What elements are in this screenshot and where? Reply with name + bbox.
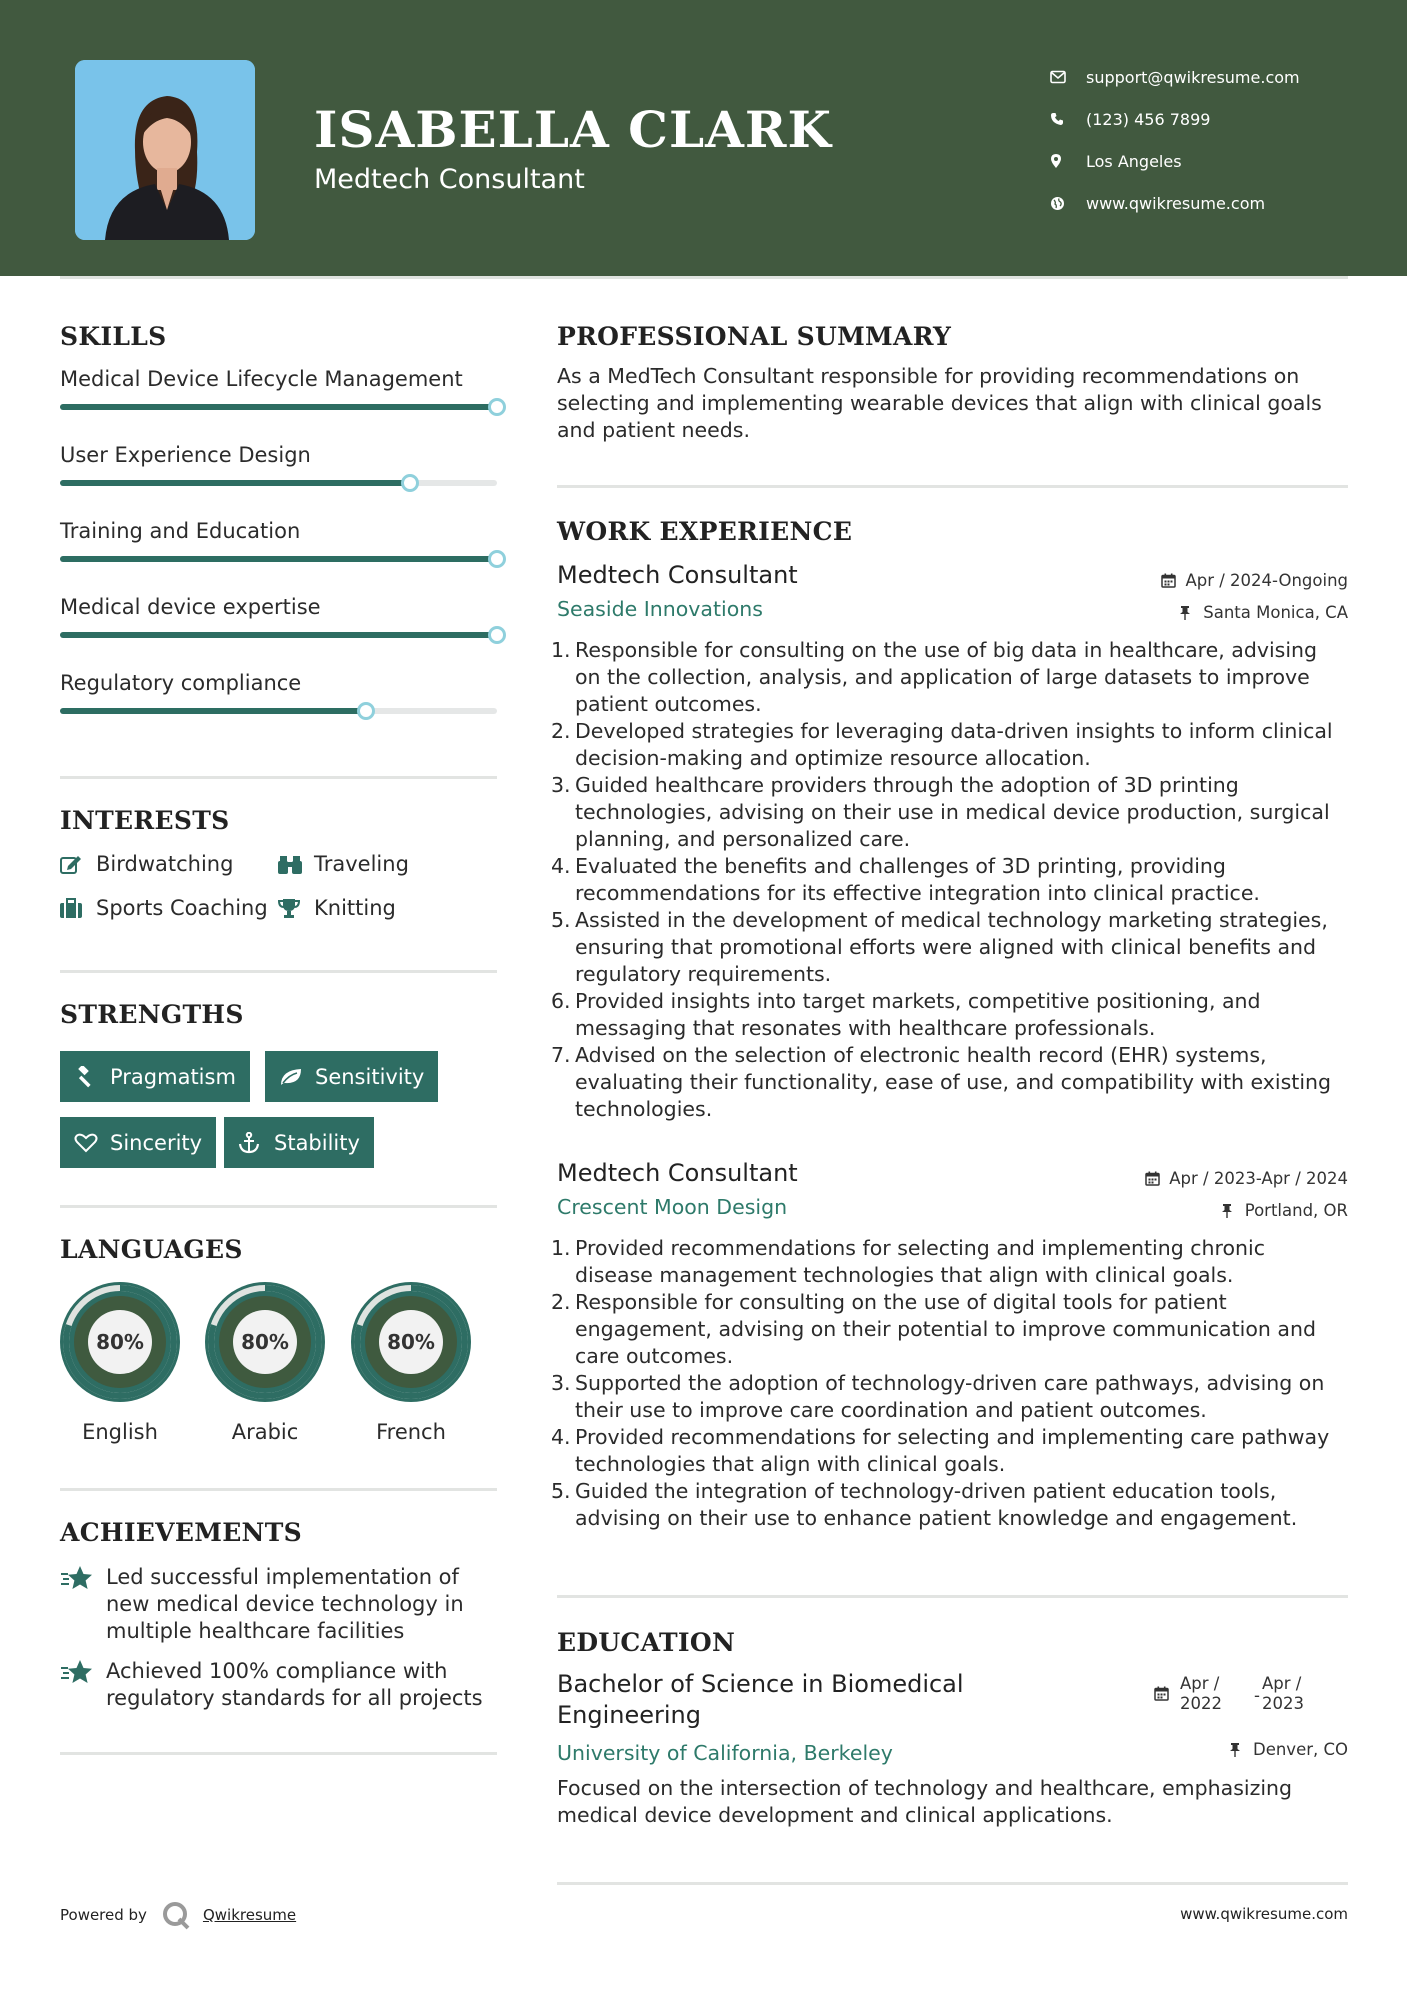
language-label: Arabic [231,1420,299,1444]
skill-label: Medical Device Lifecycle Management [60,367,463,391]
strength-chip: Pragmatism [60,1051,250,1102]
contact-phone[interactable]: (123) 456 7899 [1050,98,1300,140]
job-entry [551,1159,1348,1559]
skill-item [60,519,497,543]
language-percent: 80% [96,1330,144,1354]
calendar-icon [1161,573,1177,589]
section-divider [60,1752,497,1755]
degree-title: Bachelor of Science in Biomedical Engineering [557,1670,964,1729]
job-title: Medtech Consultant [557,1159,798,1187]
education-heading: EDUCATION [557,1628,736,1657]
section-divider [60,1488,497,1491]
achievements-heading: ACHIEVEMENTS [60,1518,302,1547]
language-gauge [351,1282,471,1402]
skill-bar [60,708,497,714]
language-item [60,1282,180,1444]
interest-item: Sports Coaching [60,896,268,920]
language-percent: 80% [387,1330,435,1354]
languages-heading: LANGUAGES [60,1235,243,1264]
section-divider [557,1595,1348,1598]
language-label: English [82,1420,158,1444]
job-dates: Apr / 2023-Apr / 2024 [1145,1169,1348,1188]
binoculars-icon [278,853,304,875]
pushpin-icon [1179,605,1195,621]
candidate-title: Medtech Consultant [314,164,585,195]
duty-item: 4. Evaluated the benefits and challenges of 3D printing, providing recommendations for its effective integration into clinical practice. [551,854,1260,905]
candidate-name: ISABELLA CLARK [314,100,832,159]
achievement-item: Achieved 100% compliance with regulatory standards for all projects [60,1658,486,1712]
gavel-icon [74,1065,100,1089]
education-dates: Apr / 2022 - Apr / 2023 [1154,1674,1316,1714]
resume-header [0,0,1407,276]
language-percent: 80% [241,1330,289,1354]
strength-chip: Stability [224,1117,374,1168]
skill-label: Medical device expertise [60,595,321,619]
profile-photo [75,60,255,240]
phone-icon [1050,109,1080,129]
interest-item: Birdwatching [60,852,233,876]
skill-item [60,443,497,467]
skills-section [60,322,497,351]
education-section [557,1628,1348,1828]
skill-bar [60,556,497,562]
interests-section [60,806,497,946]
calendar-icon [1154,1686,1170,1702]
summary-section [557,322,1348,444]
school-name: University of California, Berkeley [557,1741,893,1765]
company-name: Crescent Moon Design [557,1195,788,1219]
trophy-icon [278,897,304,919]
envelope-icon [1050,67,1080,87]
job-entry [551,561,1348,1131]
skills-heading: SKILLS [60,322,167,351]
skill-label: User Experience Design [60,443,311,467]
summary-text: As a MedTech Consultant responsible for providing recommendations on selecting and implementing wearable devices that align with clinical goals and patient needs. [557,364,1322,442]
job-dates: Apr / 2024-Ongoing [1161,571,1348,590]
strength-chip: Sensitivity [265,1051,438,1102]
experience-heading: WORK EXPERIENCE [557,517,853,546]
footer-url[interactable]: www.qwikresume.com [1180,1905,1348,1923]
anchor-icon [238,1131,264,1155]
contact-email[interactable]: support@qwikresume.com [1050,56,1300,98]
language-gauge [205,1282,325,1402]
contact-location: Los Angeles [1050,140,1300,182]
duty-item: 2. Developed strategies for leveraging data-driven insights to inform clinical decision-making and optimize resource allocation. [551,719,1333,770]
section-divider [60,1205,497,1208]
company-name: Seaside Innovations [557,597,763,621]
header-divider [60,276,1348,279]
heart-icon [74,1131,100,1155]
job-location: Santa Monica, CA [1179,603,1348,622]
star-icon [60,1564,96,1594]
duty-list [551,637,1348,1123]
duty-item: 2. Responsible for consulting on the use of digital tools for patient engagement, advising on their potential to improve communication and care outcomes. [551,1290,1316,1368]
interest-item: Knitting [278,896,396,920]
languages-section [60,1235,497,1445]
pushpin-icon [1221,1203,1237,1219]
language-gauge [60,1282,180,1402]
edit-icon [60,853,86,875]
skill-bar [60,480,497,486]
summary-heading: PROFESSIONAL SUMMARY [557,322,952,351]
skills-list [60,367,497,727]
section-divider [60,970,497,973]
education-location: Denver, CO [1229,1740,1348,1759]
section-divider [60,776,497,779]
contact-website[interactable]: www.qwikresume.com [1050,182,1300,224]
duty-item: 7. Advised on the selection of electronic health record (EHR) systems, evaluating their functionality, ease of use, and compatibility with existing technologies. [551,1043,1332,1121]
duty-item: 1. Responsible for consulting on the use of big data in healthcare, advising on the collection, analysis, and application of large datasets to improve patient outcomes. [551,638,1318,716]
star-icon [60,1658,96,1688]
duty-item: 1. Provided recommendations for selecting and implementing chronic disease management technologies that align with clinical goals. [551,1236,1265,1287]
qwikresume-logo-icon [161,1900,191,1930]
strengths-heading: STRENGTHS [60,1000,244,1029]
job-location: Portland, OR [1221,1201,1348,1220]
language-item [205,1282,325,1444]
leaf-icon [279,1065,305,1089]
skill-item [60,367,497,391]
skill-label: Regulatory compliance [60,671,302,695]
duty-item: 3. Guided healthcare providers through the adoption of 3D printing technologies, advising on their use in medical device production, surgical planning, and personalized care. [551,773,1330,851]
strength-chip: Sincerity [60,1117,216,1168]
language-item [351,1282,471,1444]
skill-bar [60,632,497,638]
duty-item: 5. Guided the integration of technology-driven patient education tools, advising on their use to enhance patient knowledge and engagement. [551,1479,1298,1530]
strengths-section [60,1000,497,1170]
interest-item: Traveling [278,852,409,876]
footer-brand [60,1900,296,1930]
achievement-item: Led successful implementation of new medical device technology in multiple healthcare facilities [60,1564,486,1645]
duty-item: 6. Provided insights into target markets, competitive positioning, and messaging that resonates with healthcare professionals. [551,989,1261,1040]
duty-item: 4. Provided recommendations for selecting and implementing care pathway technologies that align with clinical goals. [551,1425,1330,1476]
duty-list [551,1235,1348,1532]
achievements-section [60,1518,497,1718]
pushpin-icon [1229,1742,1245,1758]
globe-icon [1050,193,1080,213]
duty-item: 3. Supported the adoption of technology-driven care pathways, advising on their use to improve care coordination and patient outcomes. [551,1371,1325,1422]
map-pin-icon [1050,151,1080,171]
experience-section [557,517,1348,546]
powered-by-label: Powered by [60,1906,147,1924]
language-label: French [376,1420,446,1444]
duty-item: 5. Assisted in the development of medical technology marketing strategies, ensuring that promotional efforts were aligned with clinical benefits and regulatory requirements. [551,908,1328,986]
contact-list [1050,56,1300,224]
skill-label: Training and Education [60,519,301,543]
interests-heading: INTERESTS [60,806,230,835]
skill-item [60,671,497,695]
job-title: Medtech Consultant [557,561,798,589]
briefcase-icon [60,897,86,919]
skill-item [60,595,497,619]
brand-link[interactable]: Qwikresume [202,1906,297,1924]
education-description: Focused on the intersection of technology and healthcare, emphasizing medical device development and clinical applications. [557,1776,1293,1827]
skill-bar [60,404,497,410]
calendar-icon [1145,1171,1161,1187]
section-divider [557,1882,1348,1885]
section-divider [557,485,1348,488]
